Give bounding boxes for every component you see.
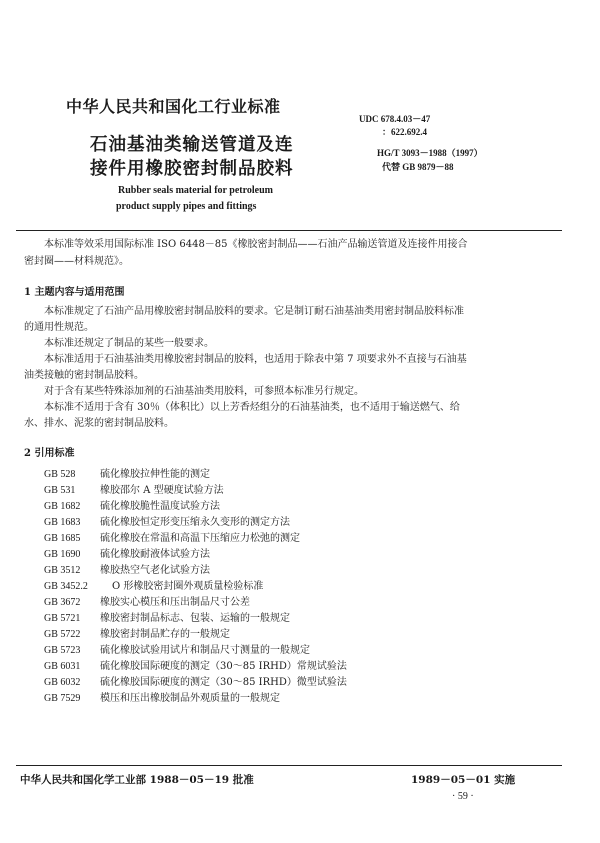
reference-item	[44, 641, 310, 656]
reference-item	[44, 577, 263, 592]
reference-code: GB 5723	[44, 645, 81, 656]
reference-title: 橡胶热空气老化试验方法	[100, 565, 210, 576]
reference-item	[44, 609, 290, 624]
reference-item	[44, 545, 210, 560]
reference-title: 硫化橡胶国际硬度的测定（30～85 IRHD）常规试验法	[100, 661, 347, 672]
reference-code: GB 531	[44, 485, 76, 496]
reference-code: GB 3512	[44, 565, 81, 576]
replaces-standard: 代替 GB 9879－88	[382, 162, 454, 172]
reference-code: GB 5721	[44, 613, 81, 624]
reference-code: GB 3672	[44, 597, 81, 608]
reference-code: GB 1682	[44, 501, 81, 512]
reference-code: GB 7529	[44, 693, 81, 704]
reference-code: GB 6031	[44, 661, 81, 672]
reference-item	[44, 657, 347, 672]
reference-code: GB 6032	[44, 677, 81, 688]
reference-item	[44, 529, 300, 544]
reference-code: GB 5722	[44, 629, 81, 640]
udc-code-line-1: UDC 678.4.03－47	[359, 114, 431, 124]
english-title-line-2: product supply pipes and fittings	[116, 201, 257, 212]
reference-title: O 形橡胶密封圈外观质量检验标准	[112, 581, 264, 592]
section-1-paragraph-5-line-1: 本标准不适用于含有 30％（体积比）以上芳香烃组分的石油基油类，也不适用于输送燃气、给	[44, 402, 460, 413]
section-1-paragraph-3-line-1: 本标准适用于石油基油类用橡胶密封制品的胶料，也适用于除表中第 7 项要求外不直接与石油基	[44, 354, 467, 365]
reference-code: GB 1685	[44, 533, 81, 544]
reference-title: 硫化橡胶试验用试片和制品尺寸测量的一般规定	[100, 645, 310, 656]
reference-title: 硫化橡胶拉伸性能的测定	[100, 469, 210, 480]
reference-item	[44, 673, 347, 688]
reference-title: 硫化橡胶恒定形变压缩永久变形的测定方法	[100, 517, 290, 528]
english-title-line-1: Rubber seals material for petroleum	[118, 185, 273, 196]
reference-title: 硫化橡胶耐液体试验方法	[100, 549, 210, 560]
reference-item	[44, 593, 250, 608]
reference-title: 模压和压出橡胶制品外观质量的一般规定	[100, 693, 280, 704]
reference-title: 硫化橡胶脆性温度试验方法	[100, 501, 220, 512]
section-1-paragraph-2: 本标准还规定了制品的某些一般要求。	[44, 338, 214, 349]
intro-line-2: 密封圈——材料规范》。	[24, 256, 129, 267]
section-1-heading: 1 主题内容与适用范围	[24, 287, 125, 298]
reference-title: 橡胶实心模压和压出制品尺寸公差	[100, 597, 250, 608]
standard-number: HG/T 3093－1988（1997）	[377, 148, 483, 158]
approval-authority: 中华人民共和国化学工业部 1988－05－19 批准	[20, 774, 254, 786]
udc-code-line-2: ：622.692.4	[382, 127, 428, 137]
reference-item	[44, 561, 210, 576]
intro-line-1: 本标准等效采用国际标准 ISO 6448－85《橡胶密封制品——石油产品输送管道及连接件用接合	[44, 239, 468, 250]
document-title-line-2: 接件用橡胶密封制品胶料	[90, 159, 294, 179]
reference-title: 硫化橡胶在常温和高温下压缩应力松弛的测定	[100, 533, 300, 544]
reference-code: GB 1683	[44, 517, 81, 528]
reference-code: GB 3452.2	[44, 581, 88, 592]
reference-title: 橡胶邵尔 A 型硬度试验方法	[100, 485, 224, 496]
reference-title: 橡胶密封制品标志、包装、运输的一般规定	[100, 613, 290, 624]
section-1-paragraph-3-line-2: 油类接触的密封制品胶料。	[24, 370, 144, 381]
reference-code: GB 528	[44, 469, 76, 480]
standard-category: 中华人民共和国化工行业标准	[66, 97, 281, 116]
reference-title: 硫化橡胶国际硬度的测定（30～85 IRHD）微型试验法	[100, 677, 347, 688]
document-title-line-1: 石油基油类输送管道及连	[90, 135, 294, 155]
reference-item	[44, 513, 290, 528]
reference-item	[44, 481, 224, 496]
reference-code: GB 1690	[44, 549, 81, 560]
header-divider	[16, 230, 562, 231]
section-1-paragraph-1-line-2: 的通用性规范。	[24, 322, 94, 333]
section-1-paragraph-4: 对于含有某些特殊添加剂的石油基油类用胶料，可参照本标准另行规定。	[44, 386, 364, 397]
reference-item	[44, 497, 220, 512]
section-1-paragraph-5-line-2: 水、排水、泥浆的密封制品胶料。	[24, 418, 174, 429]
section-1-paragraph-1-line-1: 本标准规定了石油产品用橡胶密封制品胶料的要求。它是制订耐石油基油类用密封制品胶料标准	[44, 306, 464, 317]
section-2-heading: 2 引用标准	[24, 448, 75, 459]
reference-item	[44, 689, 280, 704]
footer-divider	[16, 765, 562, 766]
page-number: · 59 ·	[452, 791, 474, 802]
reference-item	[44, 465, 210, 480]
reference-item	[44, 625, 230, 640]
reference-title: 橡胶密封制品贮存的一般规定	[100, 629, 230, 640]
effective-date: 1989－05－01 实施	[411, 774, 516, 786]
